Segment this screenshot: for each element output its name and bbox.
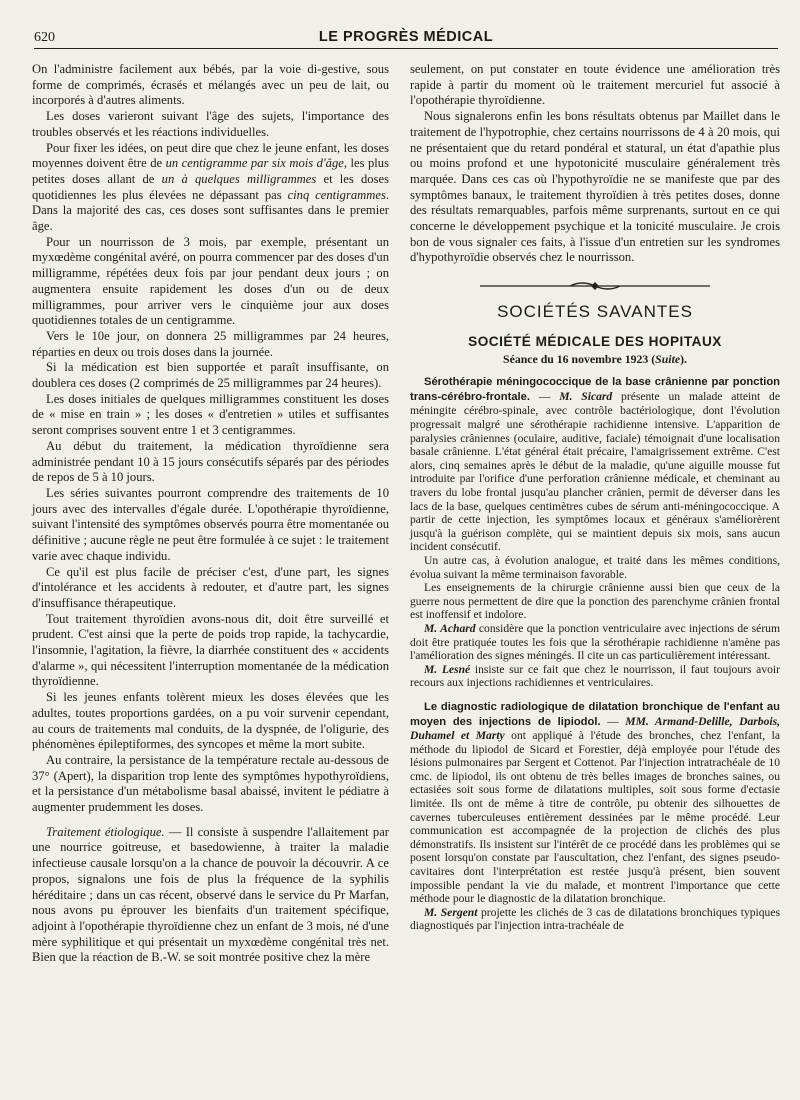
paragraph: Si la médication est bien supportée et paraît insuffisante, on doublera ces doses (2 comprimés de 25 milligrammes par 24 heures). — [32, 360, 389, 391]
paragraph: Sérothérapie méningococcique de la base crânienne par ponction trans-cérébro-frontale. — M. Sicard présente un malade atteint de méningite cérébro-spinale, avec contrôle bactériologique, dont l'évolution progressait malgré une sérothérapie rachidienne intensive. L'apparition de paralysies crâniennes (oculaire, auditive, faciale) témoignait d'une localisation basale crânienne. L'état général était précaire, l'amaigrissement extrême. C'est alors, cinq semaines après le début de la maladie, qu'une aiguille mousse fut introduite par l'orifice d'une perforation crânienne médicale, et cheminant au travers du lobe frontal jusqu'au plancher crânien, permit de déverser dans les lacs de la base, quelques centimètres cubes de sérum anti-méningococcique. A partir de cette injection, les symptômes locaux et généraux s'améliorèrent jusqu'à la guérison complète, qui se maintient depuis six mois, sans aucun incident consécutif. — [410, 376, 780, 554]
paragraph: M. Achard considère que la ponction ventriculaire avec injections de sérum doit être pratiquée toutes les fois que la sérothérapie rachidienne n'amène pas l'amélioration des signes méningés. Il cite un cas particulièrement intéressant. — [410, 621, 780, 663]
paragraph: Les enseignements de la chirurgie crânienne aussi bien que ceux de la guerre nous permettent de dire que la ponction des parenchyme crânien frontal est inoffensif et indolore. — [410, 581, 780, 622]
running-header — [34, 26, 778, 50]
paragraph: Les doses initiales de quelques milligrammes constituent les doses de « mise en train » ; les doses « d'entretien » utiles et suffisantes seront comprises souvent entre 1 et 3 centigrammes. — [32, 391, 389, 438]
paragraph: Le diagnostic radiologique de dilatation bronchique de l'enfant au moyen des injections de lipiodol. — MM. Armand-Delille, Darbois, Duhamel et Marty ont appliqué à l'étude des bronches, chez l'enfant, la méthode du lipiodol de Sicard et Forestier, déjà employée pour l'étude des lésions pulmonaires par Sergent et Cottenot. Par l'injection intratrachéale de 10 cmc. de lipiodol, ils ont obtenu de très belles images de bronches saines, ou ectasiées soit sous forme de dilatations multiples, soit sous forme d'ectasie limitée. Ils ont de même à titre de contrôle, pu obtenir des silhouettes de cavernes tuberculeuses entièrement dessinées par le même procédé. Leur communication est accompagnée de la projection de clichés des plus démonstratifs. Ils insistent sur l'intérêt de ce procédé dans les problèmes qui se posent lorsqu'on constate par l'auscultation, chez l'enfant, des signes pseudo-cavitaires dont l'interprétation est restée jusqu'à présent, bien souvent impossible pendant la vie du malade, et montrent l'importance que cette méthode pour le diagnostic de la dilatation bronchique. — [410, 700, 781, 906]
paragraph: Tout traitement thyroïdien avons-nous dit, doit être surveillé et prudent. C'est ainsi que la perte de poids trop rapide, la tachycardie, l'insomnie, l'agitation, la fièvre, la diarrhée constituent des « accidents d'alarme », qui nécessitent l'interruption momentanée de la médication thyroïdienne. — [32, 611, 389, 689]
paragraph: Pour fixer les idées, on peut dire que chez le jeune enfant, les doses moyennes doivent être de un centigramme par six mois d'âge, les plus petites doses allant de un à quelques milligrammes et les doses quotidiennes les plus élevées ne dépassant pas cinq centigrammes. Dans la majorité des cas, ces doses sont suffisantes dans le premier âge. — [32, 140, 389, 234]
paragraph: On l'administre facilement aux bébés, par la voie di-gestive, sous forme de comprimés, écrasés et mélangés avec un peu de lait, ou incorporés à d'autres aliments. — [32, 62, 389, 108]
paragraph: Pour un nourrisson de 3 mois, par exemple, présentant un myxœdème congénital avéré, on pourra commencer par des doses d'un milligramme, répétées deux fois par jour pendant deux jours ; on augmentera ensuite rapidement les doses d'un ou de deux milligrammes, pour arriver vers le cinquième jour aux doses quotidiennes totales de un centigramme. — [32, 234, 389, 328]
paragraph: Au début du traitement, la médication thyroïdienne sera administrée pendant 10 à 15 jours consécutifs séparés par des périodes de repos de 5 à 10 jours. — [32, 438, 389, 485]
left-column — [32, 62, 389, 966]
ornamental-divider — [410, 278, 780, 294]
paragraph: M. Sergent projette les clichés de 3 cas de dilatations bronchiques typiques diagnostiqués par l'injection intra-trachéale de — [410, 905, 781, 933]
paragraph: seulement, on put constater en toute évidence une amélioration très rapide à partir du moment où le traitement mercuriel fut associé à l'opothérapie thyroïdienne. — [410, 62, 780, 108]
section-title: SOCIÉTÉS SAVANTES — [497, 302, 693, 322]
paragraph: Vers le 10e jour, on donnera 25 milligrammes par 24 heures, réparties en deux ou trois doses dans la journée. — [32, 328, 389, 359]
paragraph: Si les jeunes enfants tolèrent mieux les doses élevées que les adultes, toutes proportions gardées, on a pu voir survenir cependant, au cours de traitements mal conduits, de la dyspnée, de l'oligurie, des phénomènes épileptiformes, des syncopes et même la mort subite. — [32, 690, 389, 752]
society-title: SOCIÉTÉ MÉDICALE DES HOPITAUX — [468, 333, 722, 349]
page-number: 620 — [34, 30, 55, 45]
right-column — [410, 62, 780, 933]
paragraph: Les doses varieront suivant l'âge des sujets, l'importance des troubles observés et les réactions individuelles. — [32, 109, 389, 139]
paragraph: Ce qu'il est plus facile de préciser c'est, d'une part, les signes d'intolérance et les accidents à redouter, et d'autre part, les signes d'insuffisance thérapeutique. — [32, 564, 389, 610]
report-2 — [410, 700, 780, 933]
paragraph: Les séries suivantes pourront comprendre des traitements de 10 jours avec des intervalles d'égale durée. L'opothérapie thyroïdienne, suivant l'intensité des symptômes observés pourra être momentanée ou définitive ; aucune règle ne peut être formulée à ce sujet : le traitement varie avec chaque individu. — [32, 485, 389, 563]
paragraph: M. Lesné insiste sur ce fait que chez le nourrisson, il faut toujours avoir recours aux injections rachidiennes et ventriculaires. — [410, 662, 780, 690]
paragraph: Traitement étiologique. — Il consiste à suspendre l'allaitement par une nourrice goitreuse, et basedowienne, à traiter la maladie infectieuse causale lorsqu'on a la chance de pouvoir la découvrir. A ce propos, signalons une fois de plus la fréquence de la syphilis héréditaire ; dans un cas récent, observé dans le service du Pr Marfan, nous avons pu éprouver les bienfaits d'un traitement spécifique, adjoint à l'opothérapie thyroïdienne chez un enfant de 3 mois, né d'une mère syphilitique et qui présentait un myxœdème congénital très net. Bien que la réaction de B.-W. se soit montrée positive chez la mère — [32, 824, 389, 965]
header-rule — [34, 48, 778, 49]
paragraph: Nous signalerons enfin les bons résultats obtenus par Maillet dans le traitement de l'hypotrophie, chez certains nourrissons de 4 à 20 mois, qui ne présentaient que du retard pondéral et statural, un état d'apathie plus ou moins profond et une hypotonicité musculaire généralement très marquée. Dans ces cas où l'hypothyroïdie ne se manifeste que par des symptômes banaux, le traitement thyroïdien à très petites doses, donne des résultats remarquables, parfois même surprenants, surtout en ce qui concerne le développement psychique et la tonicité musculaire. Je crois bon de vous signaler ces faits, à l'issue d'un entretien sur les syndromes d'hypothyroïdie observés chez le nourrisson. — [410, 109, 780, 265]
report-1 — [410, 375, 780, 690]
paragraph: Au contraire, la persistance de la température rectale au-dessous de 37° (Apert), la disparition trop lente des symptômes hypothyroïdiens, et la persistance d'un métabolisme basal abaissé, invitent le pédiatre à augmenter prudemment les doses. — [32, 752, 389, 815]
paragraph: Un autre cas, à évolution analogue, et traité dans les mêmes conditions, évolua suivant la même terminaison favorable. — [410, 553, 780, 581]
session-date: Séance du 16 novembre 1923 (Suite). — [503, 351, 687, 366]
journal-title: LE PROGRÈS MÉDICAL — [318, 29, 494, 45]
